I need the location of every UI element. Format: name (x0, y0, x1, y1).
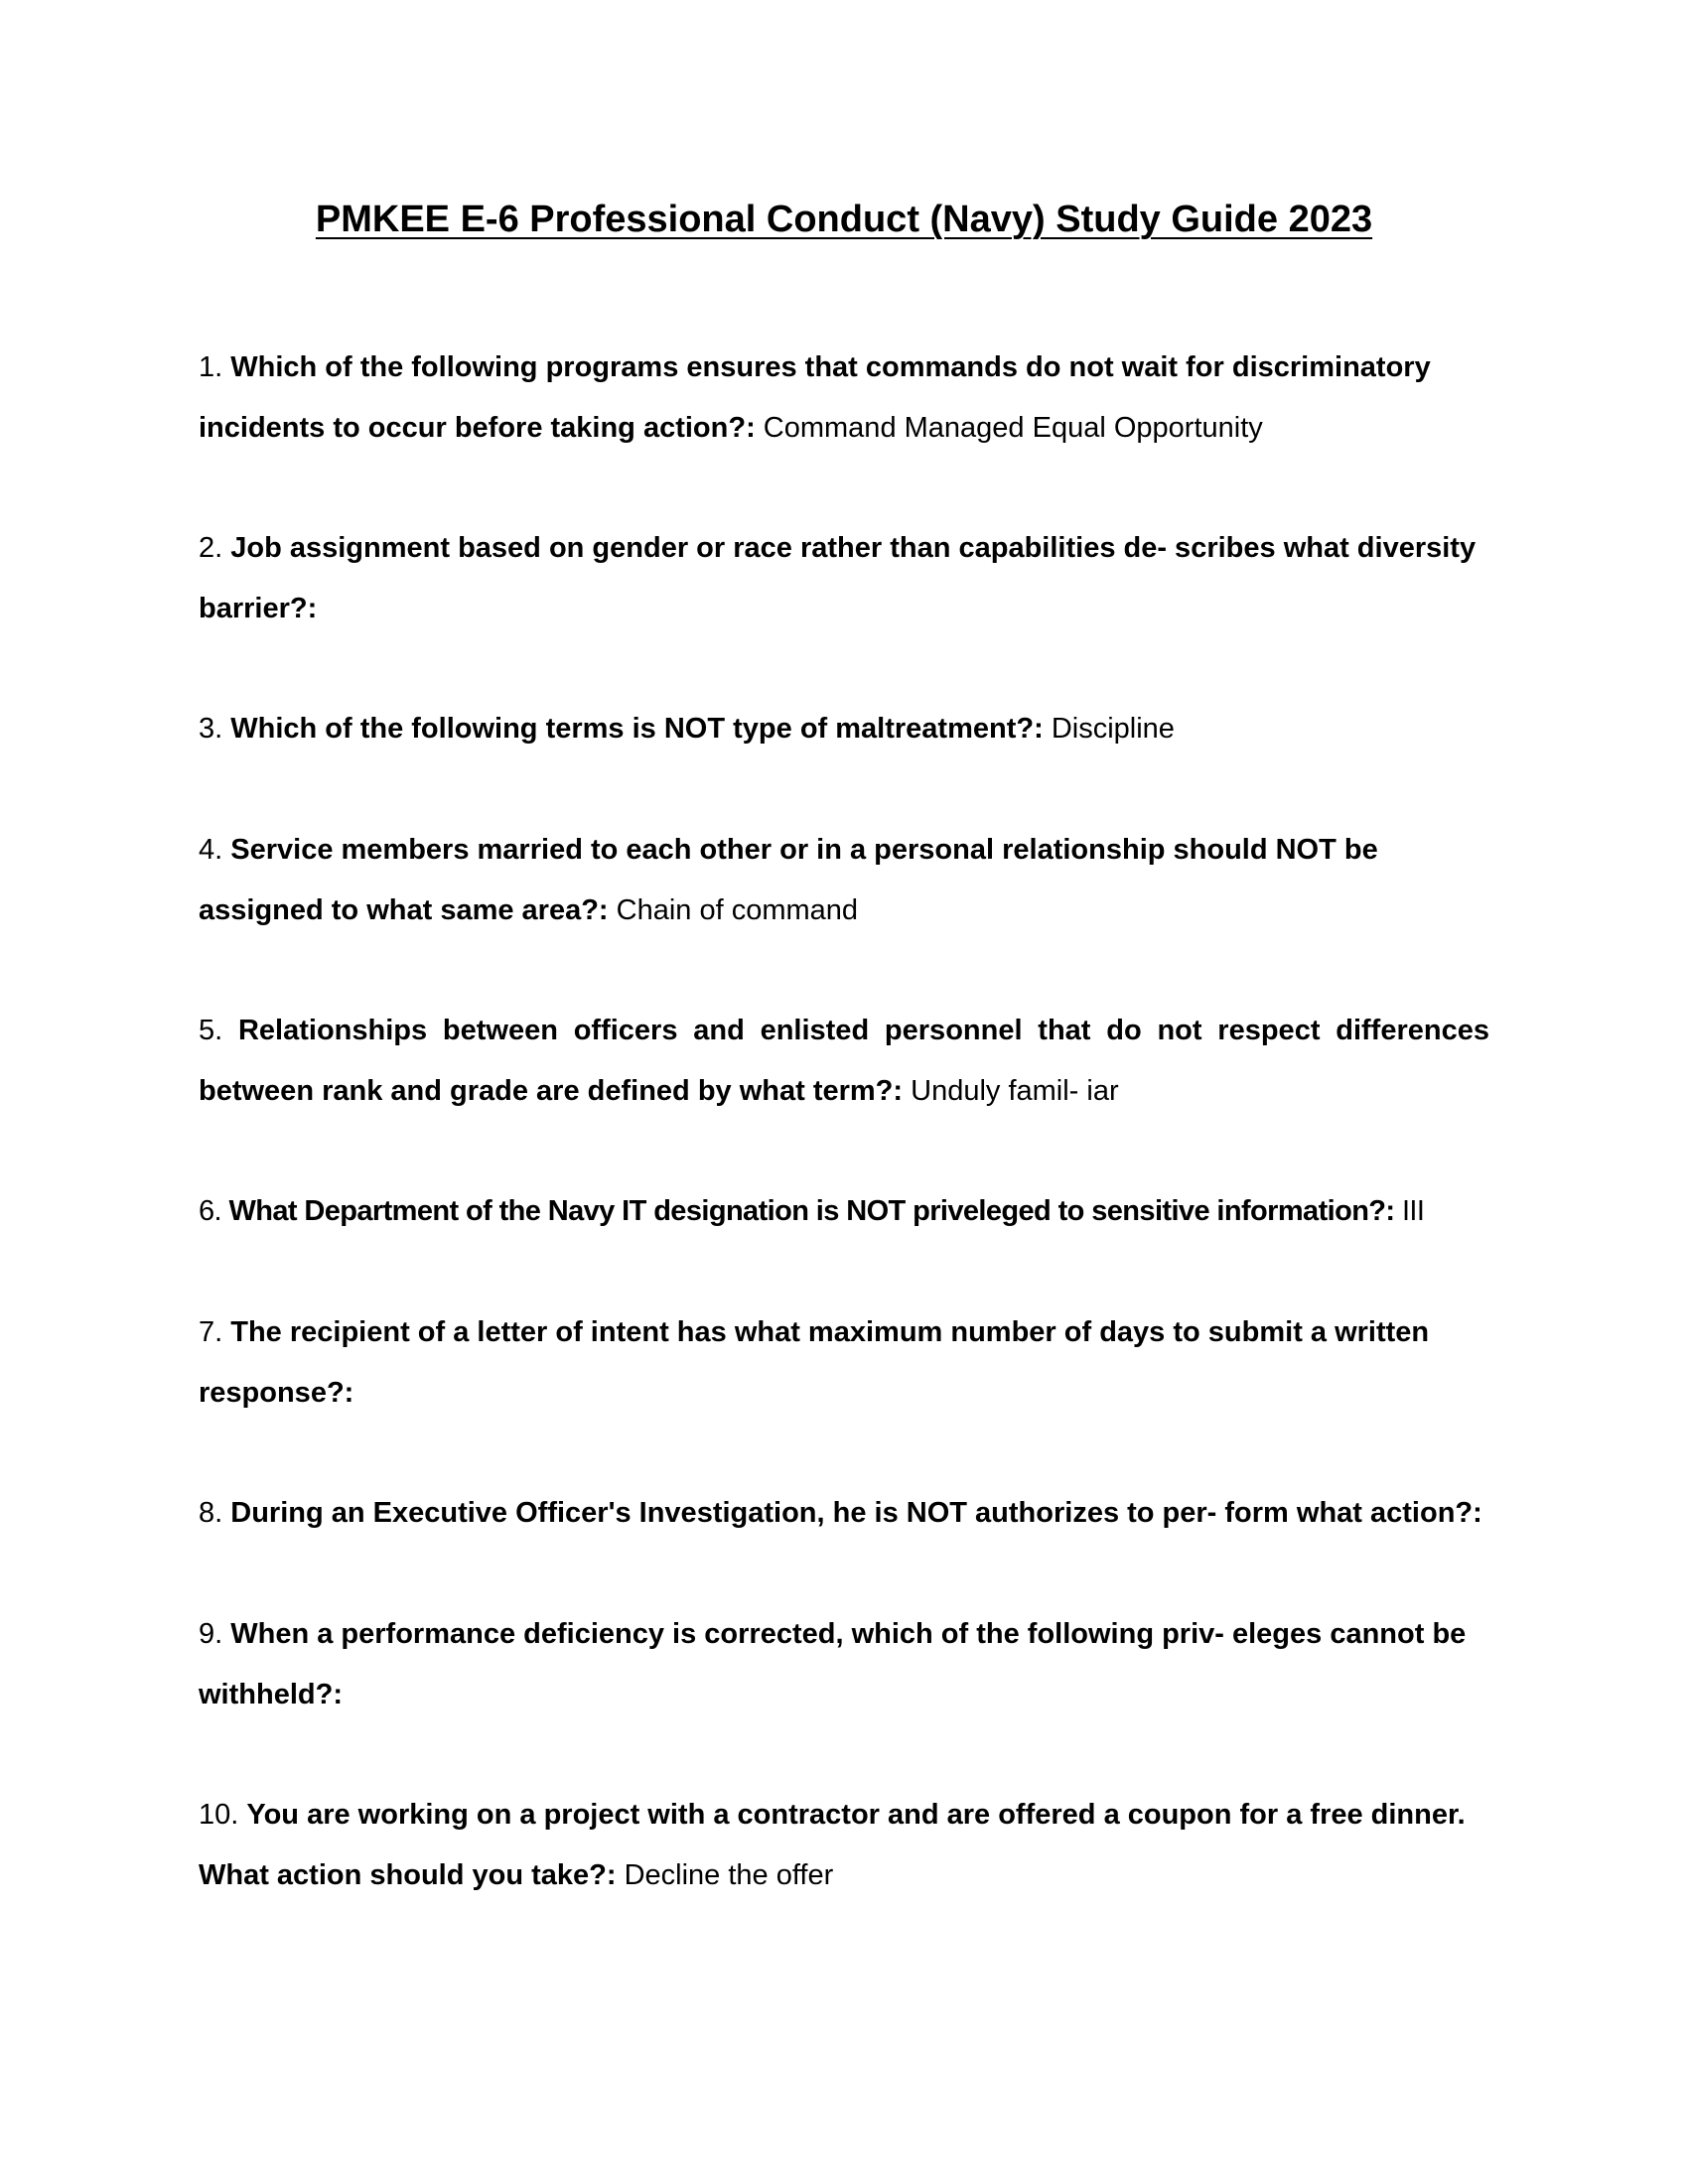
question-text: The recipient of a letter of intent has what maximum number of days to submit a written response?: (199, 1316, 1430, 1409)
question-item-1 (199, 338, 1489, 459)
question-text: When a performance deficiency is corrected, which of the following priv- eleges cannot be withheld?: (199, 1618, 1467, 1710)
question-number: 7. (199, 1316, 223, 1348)
question-text: Relationships between officers and enlisted personnel that do not respect differences between rank and grade are defined by what term?: (199, 1015, 1489, 1107)
question-text: What Department of the Navy IT designation is NOT priveleged to sensitive information?: (228, 1195, 1395, 1227)
question-item-10 (199, 1785, 1489, 1906)
question-number: 8. (199, 1497, 223, 1529)
answer-text: Decline the offer (624, 1859, 834, 1891)
question-number: 4. (199, 834, 223, 866)
question-number: 9. (199, 1618, 223, 1650)
question-item-6 (199, 1181, 1489, 1242)
answer-text: Discipline (1051, 713, 1175, 745)
answer-text: III (1401, 1195, 1425, 1227)
question-number: 6. (199, 1195, 221, 1227)
question-item-2 (199, 518, 1489, 639)
question-text: Which of the following terms is NOT type of maltreatment?: (230, 713, 1044, 745)
question-number: 3. (199, 713, 223, 745)
answer-text: Chain of command (616, 894, 859, 926)
question-number: 10. (199, 1799, 239, 1831)
question-item-8 (199, 1483, 1489, 1544)
question-text: You are working on a project with a contractor and are offered a coupon for a free dinner. What action should you take?: (199, 1799, 1466, 1891)
question-item-5 (199, 1001, 1489, 1122)
question-number: 2. (199, 532, 223, 564)
answer-text: Command Managed Equal Opportunity (763, 412, 1263, 444)
question-text: Service members married to each other or in a personal relationship should NOT be assigned to what same area?: (199, 834, 1378, 926)
question-item-9 (199, 1604, 1489, 1725)
page-title: PMKEE E-6 Professional Conduct (Navy) Study Guide 2023 (315, 199, 1373, 240)
question-text: Which of the following programs ensures that commands do not wait for discriminatory incidents to occur before taking action?: (199, 351, 1431, 444)
question-text: Job assignment based on gender or race rather than capabilities de- scribes what diversity barrier?: (199, 532, 1477, 624)
answer-text: Unduly famil- iar (911, 1075, 1119, 1107)
question-number: 5. (199, 1015, 223, 1046)
question-item-4 (199, 820, 1489, 941)
question-text: During an Executive Officer's Investigation, he is NOT authorizes to per- form what action?: (230, 1497, 1482, 1529)
question-item-3 (199, 699, 1489, 759)
question-number: 1. (199, 351, 223, 383)
question-item-7 (199, 1302, 1489, 1424)
